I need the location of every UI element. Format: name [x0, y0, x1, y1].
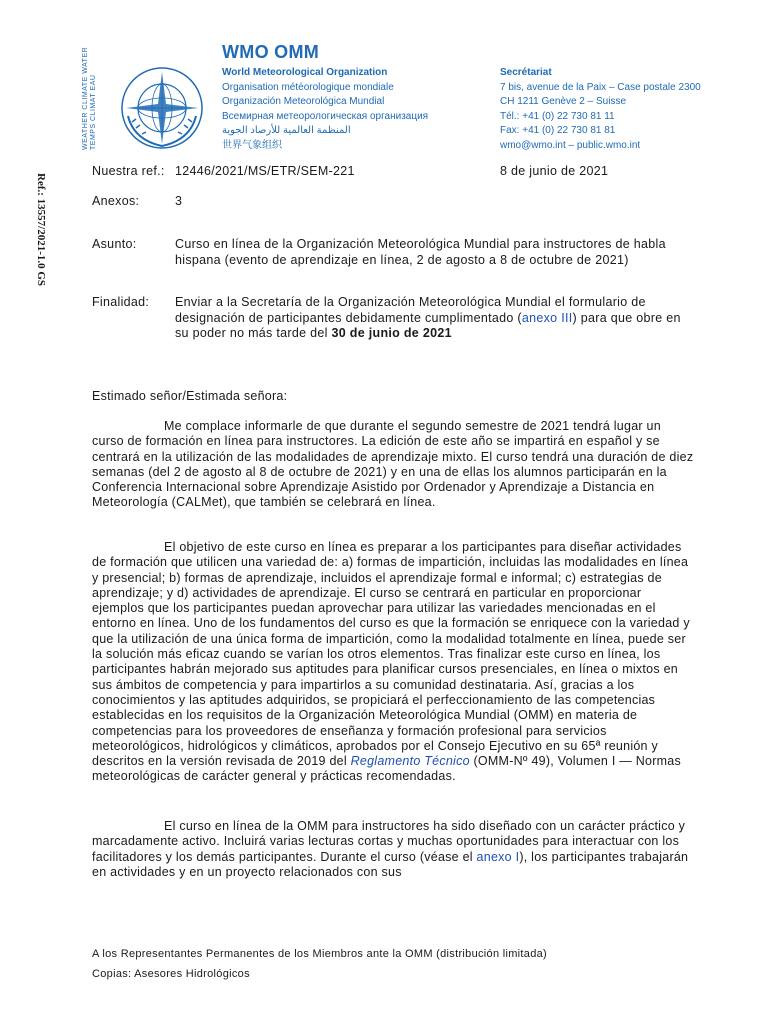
secretariat-line: Fax: +41 (0) 22 730 81 81	[500, 125, 616, 136]
secretariat-heading: Secrétariat	[500, 67, 552, 78]
subject-value: Curso en línea de la Organización Meteorológica Mundial para instructores de habla hispana (evento de aprendizaje en línea, 2 de agosto a 8 de octubre de 2021)	[175, 237, 666, 267]
purpose-label: Finalidad:	[92, 295, 150, 309]
reglamento-tecnico-link[interactable]: Reglamento Técnico	[350, 754, 470, 769]
purpose-value	[175, 295, 695, 342]
copies-line: Copias: Asesores Hidrológicos	[92, 968, 250, 980]
tagline-line-2: TEMPS CLIMAT EAU	[90, 74, 97, 150]
letter-date: 8 de junio de 2021	[500, 164, 609, 178]
org-name-en: World Meteorological Organization	[222, 67, 388, 78]
subject-label: Asunto:	[92, 237, 137, 251]
tagline-line-1: WEATHER CLIMATE WATER	[82, 46, 89, 150]
paragraph-2	[92, 540, 696, 785]
paragraph-2-text: El objetivo de este curso en línea es preparar a los participantes para diseñar actividades de formación que utilicen una variedad de: a) formas de impartición, incluidas las modalidades en línea y presencial; b) formas de aprendizaje, incluidos el aprendizaje formal e informal; c) estrategias de aprendizaje; y d) actividades de aprendizaje. El curso se centrará en particular en proporcionar ejemplos que los participantes puedan aprovechar para utilizar las variedades mencionadas en el entorno en línea. Uno de los fundamentos del curso es que la formación se enriquece con la variedad y que la utilización de una única forma de impartición, como la modalidad totalmente en línea, puede ser la solución más eficaz cuando se varían los otros elementos. Tras finalizar este curso en línea, los participantes habrán mejorado sus aptitudes para planificar cursos presenciales, en línea o mixtos en sus ámbitos de competencia y para impartirlos a su comunidad destinataria. Así, gracias a los conocimientos y las aptitudes adquiridos, se propiciará el perfeccionamiento de las competencias establecidas en los requisitos de la Organización Meteorológica Mundial (OMM) en materia de competencias para los proveedores de enseñanza y formación profesional para servicios meteorológicos, hidrológicos y climáticos, aprobados por el Consejo Ejecutivo en su 65ª reunión y descritos en la versión revisada de 2019 del	[92, 540, 690, 769]
purpose-text-mid: ) para que obre en su poder no más tarde del	[175, 310, 681, 340]
secretariat-line: 7 bis, avenue de la Paix – Case postale 2300	[500, 81, 701, 93]
annexes-label: Anexos:	[92, 194, 140, 208]
tagline-vertical	[82, 47, 98, 150]
purpose-deadline: 30 de junio de 2021	[331, 326, 452, 340]
secretariat-line: Tél.: +41 (0) 22 730 81 11	[500, 110, 615, 122]
org-name-fr: Organisation météorologique mondiale	[222, 81, 394, 93]
annexes-value: 3	[175, 194, 183, 208]
org-name-es: Organización Meteorológica Mundial	[222, 96, 385, 107]
org-name-ar: المنظمة العالمية للأرصاد الجوية	[222, 125, 351, 136]
purpose-text: Enviar a la Secretaría de la Organización Meteorológica Mundial el formulario de designación de participantes debidamente cumplimentado (	[175, 295, 646, 325]
annex-iii-link[interactable]: anexo III	[521, 310, 573, 325]
secretariat-line: CH 1211 Genève 2 – Suisse	[500, 96, 627, 107]
paragraph-1: Me complace informarle de que durante el segundo semestre de 2021 tendrá lugar un curso de formación en línea para instructores. La edición de este año se impartirá en español y se centrará en la utilización de las modalidades de aprendizaje mixto. El curso tendrá una duración de diez semanas (del 2 de agosto al 8 de octubre de 2021) y en una de ellas los alumnos participarán en la Conferencia Internacional sobre Aprendizaje Asistido por Ordenador y Aprendizaje a Distancia en Meteorología (CALMet), que también se celebrará en línea.	[92, 419, 694, 510]
secretariat-address	[500, 66, 701, 153]
paragraph-3	[92, 819, 696, 880]
paragraph-2-tail: (OMM-Nº 49), Volumen I — Normas meteorológicas de carácter general y prácticas recomendadas.	[92, 754, 681, 784]
side-reference: Ref.: 13557/2021-1.0 GS	[35, 173, 47, 287]
secretariat-email[interactable]: wmo@wmo.int – public.wmo.int	[500, 139, 641, 151]
wmo-logo-icon	[120, 66, 204, 150]
salutation: Estimado señor/Estimada señora:	[92, 389, 288, 403]
annex-i-link[interactable]: anexo I	[476, 849, 520, 864]
organization-names	[222, 66, 428, 153]
wmo-title: WMO OMM	[222, 42, 320, 62]
org-name-zh: 世界气象组织	[222, 139, 282, 151]
org-name-ru: Всемирная метеорологическая организация	[222, 110, 429, 122]
ref-value: 12446/2021/MS/ETR/SEM-221	[175, 164, 355, 178]
distribution-line: A los Representantes Permanentes de los Miembros ante la OMM (distribución limitada)	[92, 948, 547, 960]
ref-label: Nuestra ref.:	[92, 164, 165, 178]
paragraph-3-tail: ), los participantes trabajarán en actividades y en un proyecto relacionados con sus	[92, 849, 689, 879]
paragraph-3-text: El curso en línea de la OMM para instructores ha sido diseñado con un carácter práctico y marcadamente activo. Incluirá varias lecturas cortas y muchas oportunidades para interactuar con los facilitadores y los demás participantes. Durante el curso (véase el	[92, 819, 686, 864]
